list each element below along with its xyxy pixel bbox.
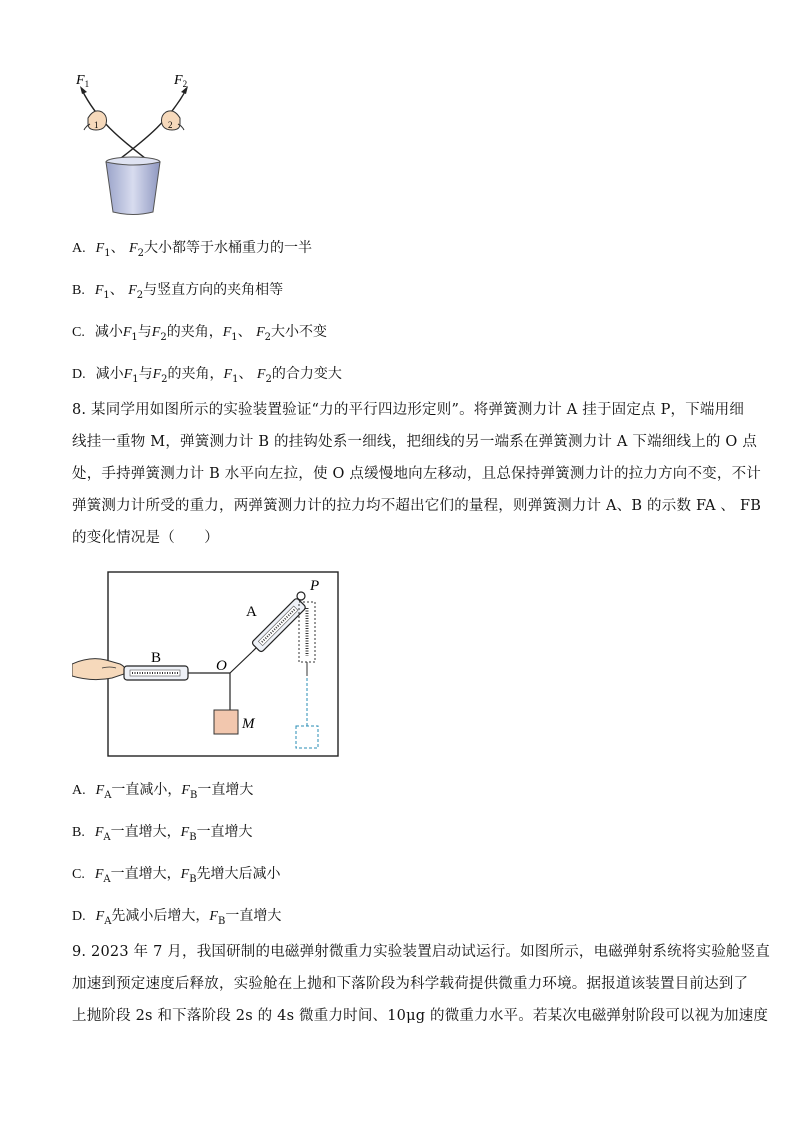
fixed-point-p	[297, 592, 305, 600]
spring-balance-figure	[72, 568, 342, 760]
label-o: O	[216, 658, 227, 674]
label-p: P	[310, 578, 320, 594]
q8-option-c[interactable]: C. $F_A$一直增大，$F_B$先增大后减小	[72, 866, 281, 885]
q8-stem: 8. 某同学用如图所示的实验装置验证“力的平行四边形定则”。将弹簧测力计 A 挂于固定点 P，下端用细 线挂一重物 M，弹簧测力计 B 的挂钩处系一细线，把细线的另一端系在弹簧测力计 A 下端细线上的 O 点 处，手持弹簧测力计 B 水平向左拉，使 O 点缓慢地向左移动，且总保持弹簧测力计的拉力方向不变，不计 弹簧测力计所受的重力，两弹簧测力计的拉力均不超出它们的量程，则弹簧测力计 A、B 的示数 FA 、 FB 的变化情况是（ ）	[72, 402, 762, 546]
q8-option-b[interactable]: B. $F_A$一直增大，$F_B$一直增大	[72, 824, 253, 843]
q7-option-a[interactable]: A. $F_1$、 $F_2$大小都等于水桶重力的一半	[72, 240, 312, 259]
bucket-body	[106, 162, 160, 215]
hand-right	[162, 111, 185, 130]
label-b: B	[151, 650, 162, 666]
hand-left	[84, 111, 107, 130]
label-f2: $F_2$	[174, 73, 188, 89]
q8-option-d[interactable]: D. $F_A$先减小后增大，$F_B$一直增大	[72, 908, 282, 927]
q7-option-d[interactable]: D. 减小$F_1$与$F_2$的夹角，$F_1$、 $F_2$的合力变大	[72, 366, 342, 385]
q8-option-a[interactable]: A. $F_A$一直减小，$F_B$一直增大	[72, 782, 254, 801]
label-a: A	[246, 604, 257, 620]
q7-option-c[interactable]: C. 减小$F_1$与$F_2$的夹角，$F_1$、 $F_2$大小不变	[72, 324, 328, 343]
weight-m	[214, 710, 238, 734]
q7-option-b[interactable]: B. $F_1$、 $F_2$与竖直方向的夹角相等	[72, 282, 284, 301]
svg-text:2: 2	[168, 120, 173, 130]
bucket-figure	[70, 66, 200, 218]
svg-text:1: 1	[94, 120, 99, 130]
q9-stem: 9. 2023 年 7 月，我国研制的电磁弹射微重力实验装置启动试运行。如图所示，电磁弹射系统将实验舱竖直 加速到预定速度后释放，实验舱在上抛和下落阶段为科学载荷提供微重力环境。据报道该装置目前达到了 上抛阶段 2s 和下落阶段 2s 的 4s 微重力时间、10μg 的微重力水平。若某次电磁弹射阶段可以视为加速度	[72, 944, 770, 1024]
label-f1: $F_1$	[76, 73, 90, 89]
label-m: M	[242, 716, 255, 732]
